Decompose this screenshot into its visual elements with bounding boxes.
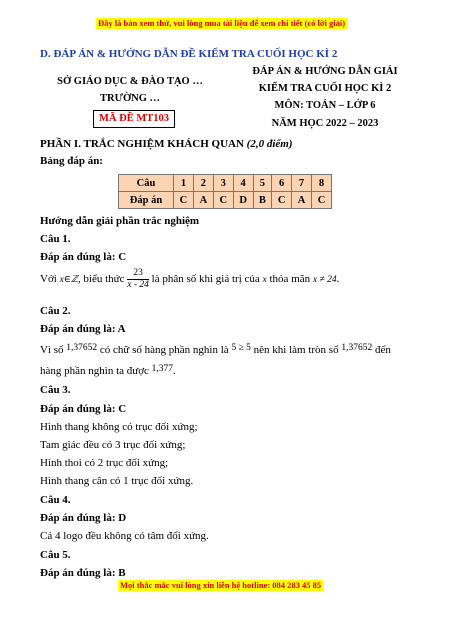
question-number: 1 <box>174 175 194 192</box>
question-number: 7 <box>292 175 312 192</box>
question-number: 5 <box>253 175 272 192</box>
top-preview-banner: Đây là bản xem thử, vui lòng mua tài liệu để xem chi tiết (có lời giải) <box>98 18 346 28</box>
school-name: TRƯỜNG … <box>100 93 160 104</box>
q2-text: đến <box>374 344 391 356</box>
q4-label: Câu 4. <box>40 494 71 506</box>
school-year: NĂM HỌC 2022 – 2023 <box>271 118 379 129</box>
department-name: SỞ GIÁO DỤC & ĐÀO TẠO … <box>57 76 203 87</box>
q3-line: Hình thang cân có 1 trục đối xứng. <box>40 475 194 487</box>
q3-label: Câu 3. <box>40 384 71 396</box>
answer-cell: A <box>292 192 312 209</box>
q2-text: . <box>173 365 176 377</box>
q2-text: Vì số <box>40 344 64 356</box>
q1-text: . <box>336 273 340 286</box>
part1-heading <box>40 138 293 150</box>
q3-line: Tam giác đều có 3 trục đối xứng; <box>40 439 186 451</box>
question-number: 2 <box>193 175 213 192</box>
question-number: 6 <box>272 175 292 192</box>
q2-explanation-line1 <box>40 344 391 356</box>
answer-table-row-answers <box>119 192 332 209</box>
q4-line: Cả 4 logo đều không có tâm đối xứng. <box>40 530 209 542</box>
q1-text: là phân số khi giá trị của <box>151 273 260 286</box>
answer-cell: C <box>272 192 292 209</box>
question-number: 8 <box>312 175 332 192</box>
answer-table-header-question: Câu <box>119 175 174 192</box>
answer-table-header-answer: Đáp án <box>119 192 174 209</box>
q1-fraction <box>127 268 149 291</box>
answer-cell: C <box>213 192 233 209</box>
answer-table-row-questions <box>119 175 332 192</box>
question-number: 4 <box>233 175 253 192</box>
question-number: 3 <box>213 175 233 192</box>
q1-math-x: x <box>262 275 267 286</box>
fraction-numerator: 23 <box>127 268 149 280</box>
q2-number: 1,37652 <box>66 343 98 353</box>
guide-title: Hướng dẫn giải phần trắc nghiệm <box>40 215 200 227</box>
q1-answer: Đáp án đúng là: C <box>40 251 127 263</box>
fraction-denominator: x - 24 <box>127 280 149 290</box>
answer-cell: C <box>312 192 332 209</box>
q2-result: 1,377 <box>151 364 174 374</box>
answer-cell: D <box>233 192 253 209</box>
bottom-hotline-banner: Mọi thắc mắc vui lòng xin liên hệ hotline: 084 283 45 85 <box>120 580 322 590</box>
q3-line: Hình thang không có trục đối xứng; <box>40 421 198 433</box>
q1-text: thỏa mãn <box>269 273 311 286</box>
q3-line: Hình thoi có 2 trục đối xứng; <box>40 457 169 469</box>
q1-text: , biểu thức <box>77 273 125 286</box>
q2-text: hàng phần nghìn ta được <box>40 365 149 377</box>
part1-score: (2,0 điểm) <box>246 138 293 150</box>
q2-explanation-line2 <box>40 365 176 377</box>
q3-answer: Đáp án đúng là: C <box>40 403 127 415</box>
q2-inequality: 5 ≥ 5 <box>231 343 251 353</box>
q4-answer: Đáp án đúng là: D <box>40 512 127 524</box>
answer-cell: A <box>193 192 213 209</box>
answer-table <box>118 174 332 209</box>
q1-math-x-in-z: x∈ℤ <box>59 275 78 286</box>
q2-text: nên khi làm tròn số <box>253 344 339 356</box>
q2-label: Câu 2. <box>40 305 71 317</box>
q1-explanation <box>40 268 339 291</box>
q2-number: 1,37652 <box>341 343 373 353</box>
q5-answer: Đáp án đúng là: B <box>40 567 126 579</box>
answer-key-title: ĐÁP ÁN & HƯỚNG DẪN GIẢI <box>252 66 398 77</box>
q1-math-condition: x ≠ 24 <box>312 275 337 286</box>
section-title: D. ĐÁP ÁN & HƯỚNG DẪN ĐỀ KIỂM TRA CUỐI HỌC KÌ 2 <box>40 48 338 60</box>
q1-label: Câu 1. <box>40 233 71 245</box>
exam-code-box: MÃ ĐỀ MT103 <box>93 110 175 128</box>
q2-answer: Đáp án đúng là: A <box>40 323 126 335</box>
q1-text: Với <box>40 273 57 286</box>
answer-table-title: Bảng đáp án: <box>40 155 103 167</box>
subject-grade: MÔN: TOÁN – LỚP 6 <box>274 100 376 111</box>
exam-type: KIỂM TRA CUỐI HỌC KÌ 2 <box>258 83 392 94</box>
q5-label: Câu 5. <box>40 549 71 561</box>
answer-cell: C <box>174 192 194 209</box>
answer-cell: B <box>253 192 272 209</box>
part1-title: PHẦN I. TRẮC NGHIỆM KHÁCH QUAN <box>40 138 244 150</box>
q2-text: có chữ số hàng phần nghìn là <box>99 344 229 356</box>
